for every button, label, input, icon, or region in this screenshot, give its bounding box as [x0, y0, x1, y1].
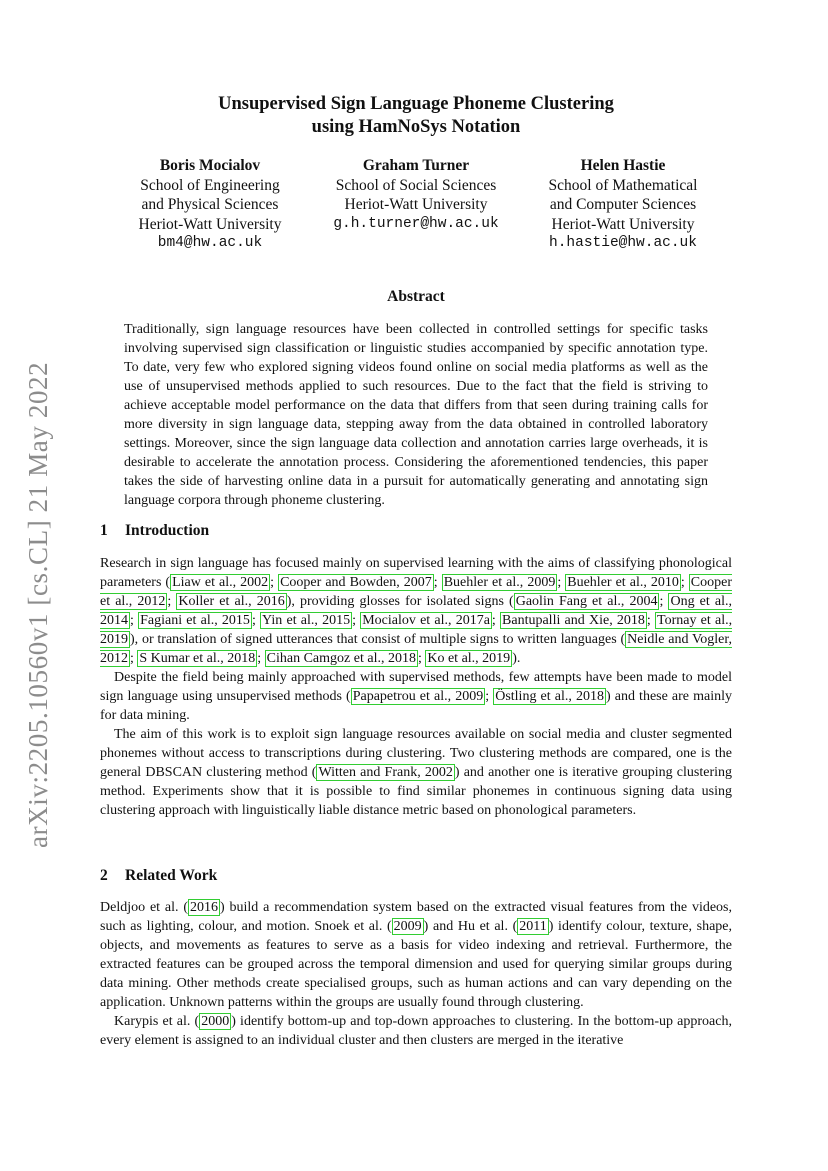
text-span: Research in sign language has focused mainly on supervised learning with the aims of classifying phonological parameters ( — [100, 556, 732, 590]
author-3 — [527, 156, 719, 254]
citation-link[interactable]: Koller et al., 2016 — [178, 594, 285, 609]
text-span: ; — [270, 575, 279, 590]
citation-link[interactable]: Witten and Frank, 2002 — [318, 765, 453, 780]
citation-link[interactable]: 2009 — [393, 919, 422, 934]
author-email[interactable]: g.h.turner@hw.ac.uk — [333, 215, 499, 232]
author-affiliation: Heriot-Watt University — [138, 215, 282, 233]
text-span: ; — [433, 575, 442, 590]
introduction-body — [100, 554, 732, 820]
author-1 — [118, 156, 302, 254]
text-span: Despite the field being mainly approached with supervised methods, few attempts have been made to model sign language using unsupervised methods ( — [100, 670, 732, 704]
text-span: ) and Hu et al. ( — [423, 919, 518, 934]
text-span: ; — [251, 613, 261, 628]
text-span: ), providing glosses for isolated signs ( — [286, 594, 514, 609]
author-email[interactable]: h.hastie@hw.ac.uk — [549, 235, 697, 251]
citation-link[interactable]: Ong et al., 2014 — [100, 594, 732, 628]
title-line-2: using HamNoSys Notation — [311, 117, 521, 137]
citation-link[interactable]: Papapetrou et al., 2009 — [352, 689, 484, 704]
citation-link[interactable]: S Kumar et al., 2018 — [139, 651, 256, 666]
citation-link[interactable]: Buehler et al., 2010 — [567, 575, 679, 590]
author-affiliation: Heriot-Watt University — [551, 215, 695, 233]
text-span: ; — [417, 651, 426, 666]
text-span: ) and another one is iterative grouping clustering method. Experiments show that it is possible to find similar phonemes in continuous signing data using clustering approach with linguistically liable distance metric based on phonological parameters. — [100, 765, 732, 818]
paragraph — [100, 898, 732, 1012]
related-work-body — [100, 898, 732, 1050]
citation-link[interactable]: 2011 — [519, 919, 547, 934]
citation-link[interactable]: 2016 — [190, 900, 219, 915]
author-affiliation: School of Engineering — [140, 176, 280, 194]
text-span: ; — [659, 594, 669, 609]
citation-link[interactable]: Ko et al., 2019 — [427, 651, 511, 666]
section-number: 2 — [100, 867, 108, 884]
citation-link[interactable]: Yin et al., 2015 — [262, 613, 351, 628]
text-span: ; — [130, 613, 139, 628]
author-name: Boris Mocialov — [159, 157, 261, 174]
section-heading-introduction — [100, 522, 209, 540]
section-heading-related-work — [100, 867, 217, 885]
author-affiliation: Heriot-Watt University — [344, 196, 488, 213]
citation-link[interactable]: Mocialov et al., 2017a — [362, 613, 490, 628]
section-title: Introduction — [125, 522, 210, 539]
citation-link[interactable]: Cihan Camgoz et al., 2018 — [266, 651, 416, 666]
author-name: Helen Hastie — [580, 157, 666, 174]
text-span: The aim of this work is to exploit sign language resources available on social media and cluster segmented phonemes without access to transcriptions during clustering. Two clustering methods are compared, one is the general DBSCAN clustering method ( — [100, 727, 732, 780]
author-affiliation: School of Mathematical — [548, 176, 698, 194]
arxiv-identifier: arXiv:2205.10560v1 [cs.CL] 21 May 2022 — [23, 361, 53, 848]
author-affiliation: School of Social Sciences — [335, 176, 497, 194]
text-span: Deldjoo et al. ( — [100, 900, 189, 915]
paragraph — [100, 725, 732, 820]
text-span: ; — [257, 651, 265, 666]
citation-link[interactable]: Cooper et al., 2012 — [100, 575, 733, 609]
text-span: ; — [485, 689, 494, 704]
citation-link[interactable]: Neidle and Vogler, 2012 — [100, 632, 732, 666]
citation-link[interactable]: Bantupalli and Xie, 2018 — [502, 613, 645, 628]
text-span: ). — [512, 651, 521, 666]
text-span: Karypis et al. ( — [114, 1014, 200, 1029]
title-line-1: Unsupervised Sign Language Phoneme Clustering — [218, 94, 614, 114]
citation-link[interactable]: Gaolin Fang et al., 2004 — [515, 594, 658, 609]
paragraph — [100, 668, 732, 725]
text-span: ) identify bottom-up and top-down approaches to clustering. In the bottom-up approach, every element is assigned to an individual cluster and then clusters are merged in the iterative — [100, 1014, 732, 1048]
citation-link[interactable]: Fagiani et al., 2015 — [140, 613, 250, 628]
citation-link[interactable]: Tornay et al., 2019 — [100, 613, 733, 647]
paragraph — [100, 554, 732, 668]
text-span: ), or translation of signed utterances that consist of multiple signs to written languages ( — [130, 632, 626, 647]
abstract-heading: Abstract — [387, 288, 445, 305]
text-span: ; — [557, 575, 566, 590]
text-span: ; — [130, 651, 138, 666]
text-span: ; — [167, 594, 177, 609]
citation-link[interactable]: 2000 — [201, 1014, 230, 1029]
author-2 — [318, 156, 514, 234]
text-span: ) and these are mainly for data mining. — [100, 689, 733, 723]
author-name: Graham Turner — [362, 157, 470, 174]
text-span: ; — [680, 575, 689, 590]
text-span: ) identify colour, texture, shape, objects, and movements as features to serve as a basis for video indexing and retrieval. Furthermore, the extracted features can be grouped across the temporal dimension and used for querying similar groups during data mining. Other methods create specialised groups, such as human actions and can vary depending on the application. Unknown patterns within the groups are usually found through clustering. — [100, 919, 732, 1010]
text-span: ) build a recommendation system based on the extracted visual features from the videos, such as lighting, colour, and motion. Snoek et al. ( — [100, 900, 732, 934]
citation-link[interactable]: Cooper and Bowden, 2007 — [280, 575, 432, 590]
citation-link[interactable]: Buehler et al., 2009 — [443, 575, 556, 590]
text-span: ; — [491, 613, 501, 628]
section-title: Related Work — [125, 867, 218, 884]
paper-title — [100, 93, 732, 139]
text-span: ; — [352, 613, 361, 628]
author-affiliation: and Computer Sciences — [549, 196, 697, 213]
citation-link[interactable]: Östling et al., 2018 — [495, 689, 604, 704]
text-span: ; — [646, 613, 656, 628]
citation-link[interactable]: Liaw et al., 2002 — [172, 575, 269, 590]
section-number: 1 — [100, 522, 108, 539]
author-email[interactable]: bm4@hw.ac.uk — [157, 235, 263, 251]
abstract-text: Traditionally, sign language resources have been collected in controlled settings for specific tasks involving supervised sign classification or linguistic studies accompanied by specific annotation type. To date, very few who explored signing videos found online on social media platforms as well as the use of unsupervised methods applied to such resources. Due to the fact that the field is striving to achieve acceptable model performance on the data that differs from that seen during training calls for more diversity in sign language data, stepping away from the data obtained in controlled laboratory settings. Moreover, since the sign language data collection and annotation carries large overheads, it is desirable to accelerate the annotation process. Considering the aforementioned tendencies, this paper takes the side of harvesting online data in a pursuit for automatically generating and annotating sign language corpora through phoneme clustering. — [124, 322, 708, 508]
author-affiliation: and Physical Sciences — [141, 196, 279, 213]
paragraph — [100, 1012, 732, 1050]
